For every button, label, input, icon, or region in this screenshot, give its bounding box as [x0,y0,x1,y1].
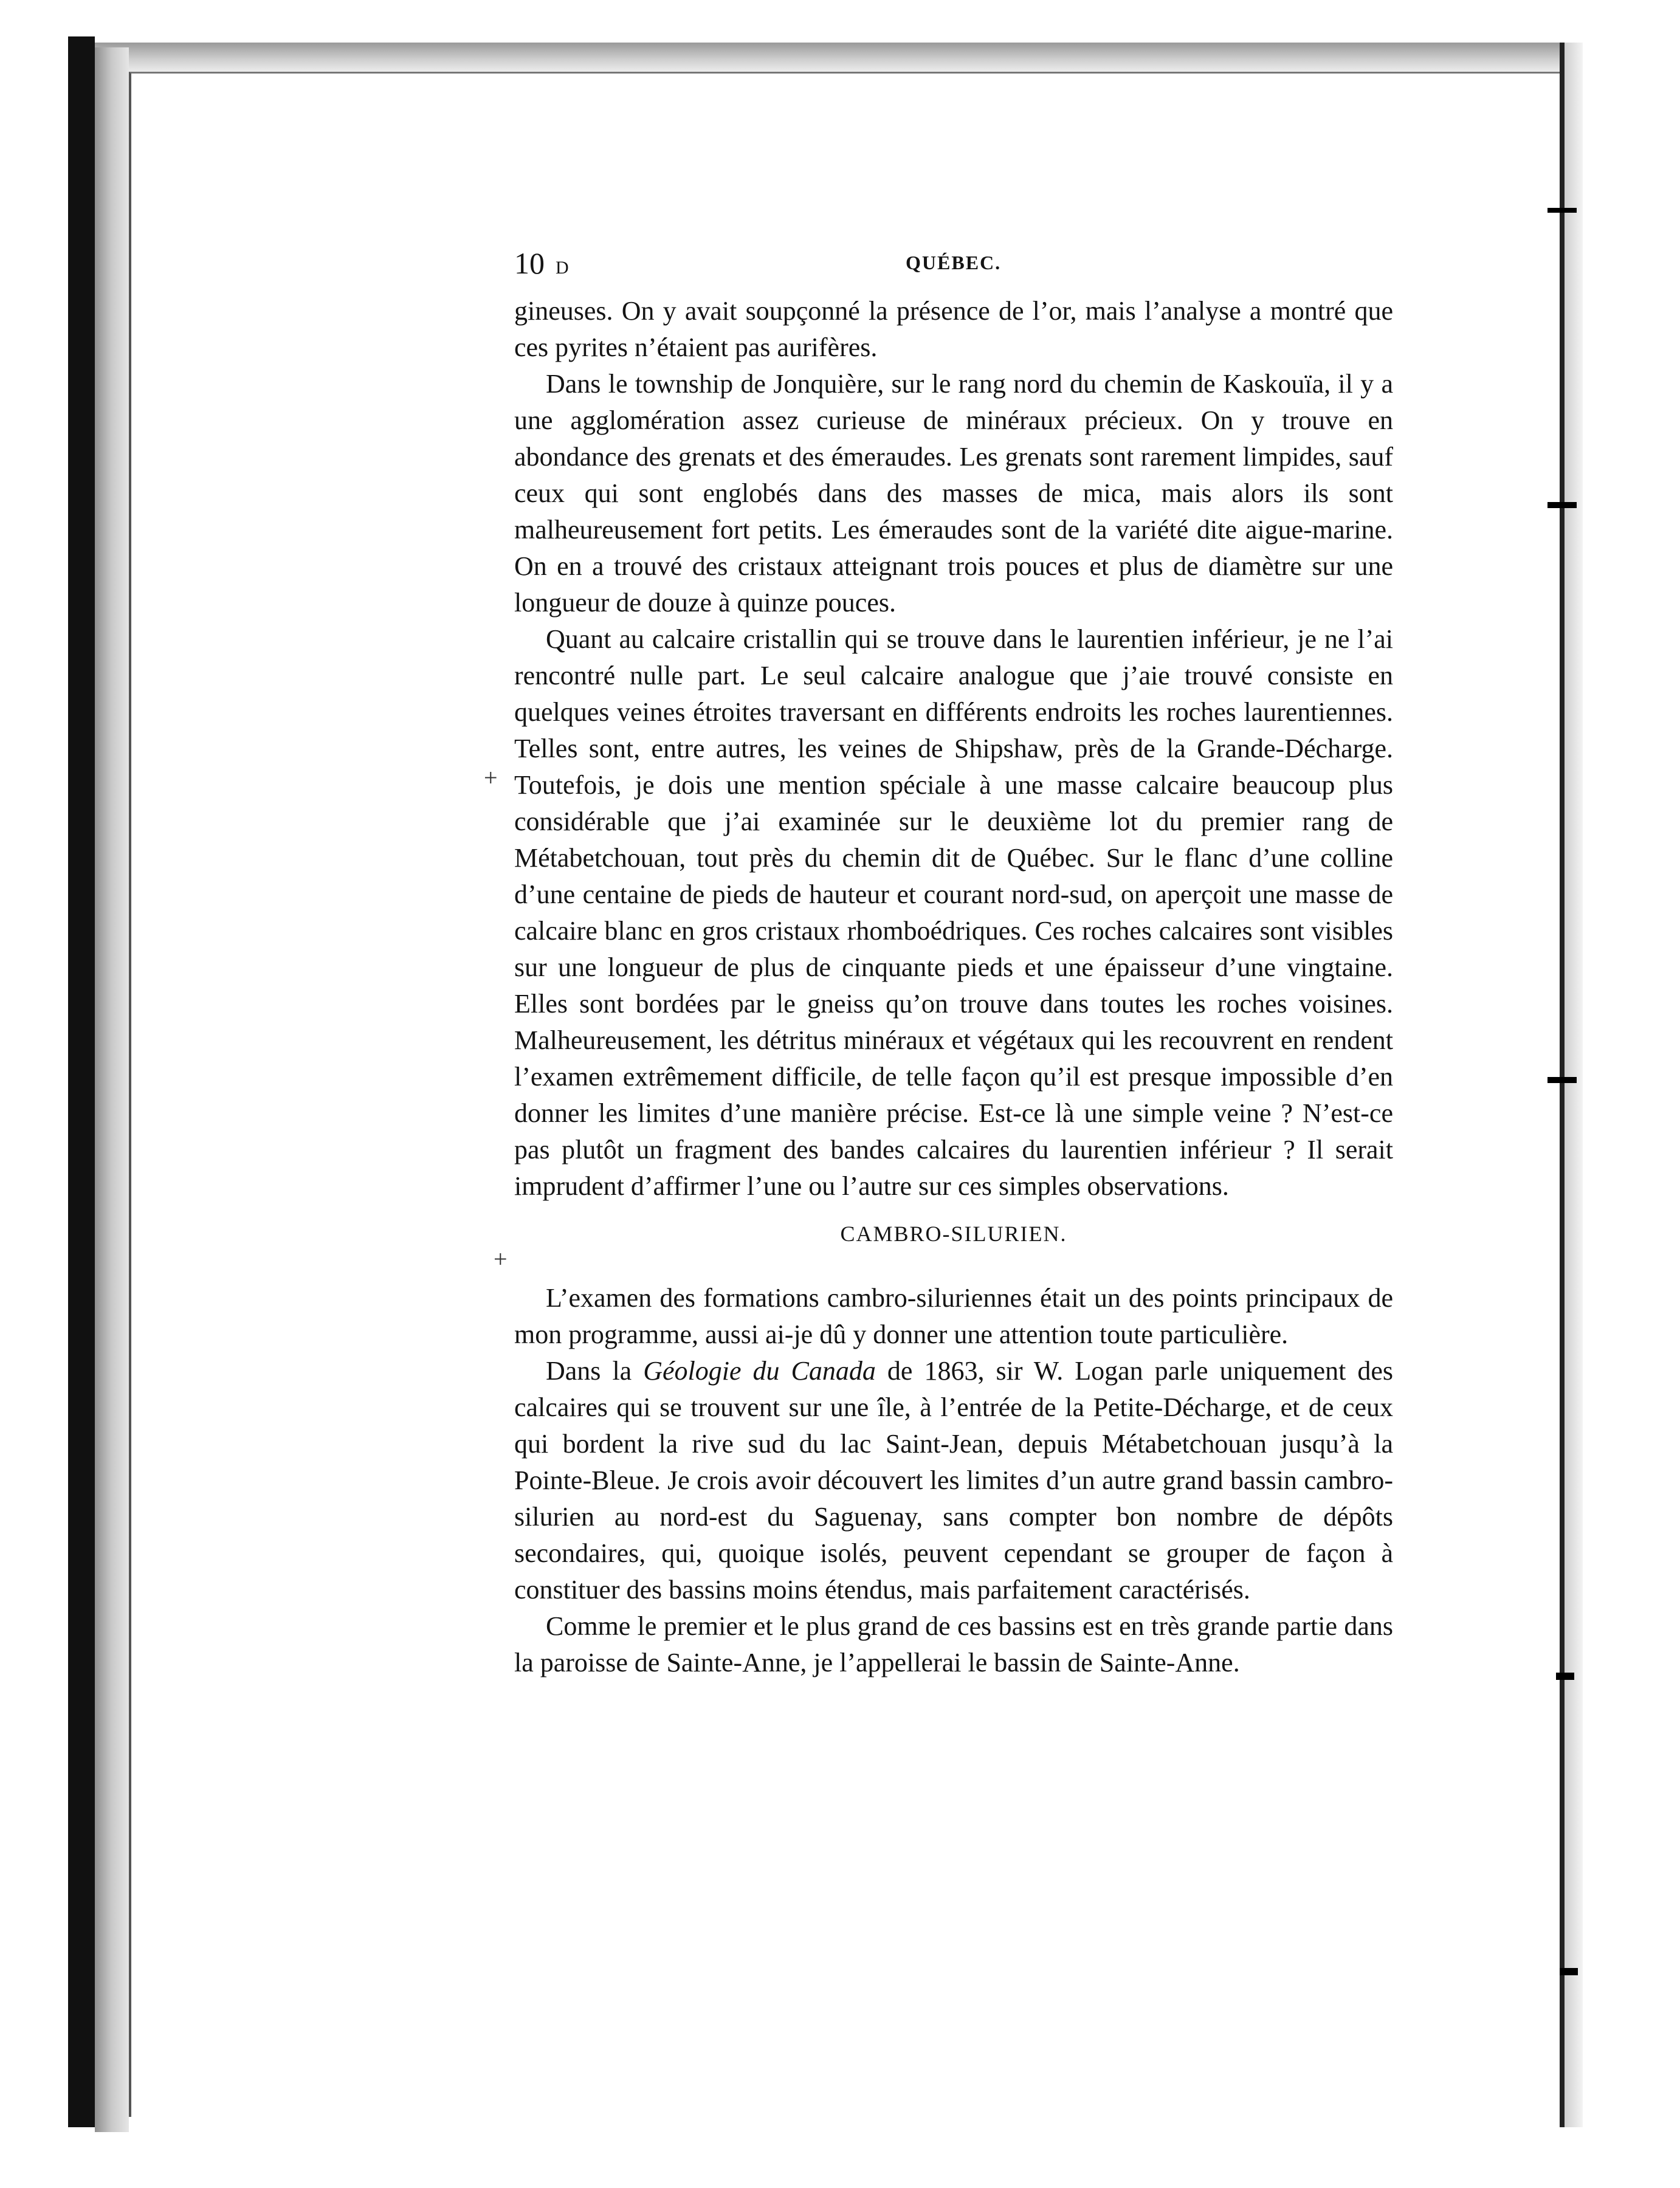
binding-mark [1556,1673,1574,1680]
paragraph: Comme le premier et le plus grand de ces bassins est en très grande partie dans la paroisse de Sainte-Anne, je l’appellerai le bassin de Sainte-Anne. [514,1611,1393,1677]
margin-tick-mark: + [494,1245,508,1273]
paragraph: L’examen des formations cambro-siluriennes était un des points principaux de mon programme, aussi ai-je dû y donner une attention toute particulière. [514,1283,1393,1349]
book-spine-shadow [68,36,95,2127]
paragraph: Quant au calcaire cristallin qui se trouve dans le laurentien inférieur, je ne l’ai rencontré nulle part. Le seul calcaire analogue que j’aie trouvé consiste en quelques veines étroites traversant en différents endroits les roches laurentiennes. Telles sont, entre autres, les veines de Shipshaw, près de la Grande-Décharge. Toutefois, je dois une mention spéciale à une masse calcaire beaucoup plus considérable que j’ai examinée sur le deuxième lot du premier rang de Métabetchouan, tout près du chemin dit de Québec. Sur le flanc d’une colline d’une centaine de pieds de hauteur et courant nord-sud, on aperçoit une masse de calcaire blanc en gros cristaux rhomboédriques. Ces roches calcaires sont visibles sur une longueur de plus de cinquante pieds et une épaisseur d’une vingtaine. Elles sont bordées par le gneiss qu’on trouve dans toutes les roches voisines. Malheureusement, les détritus minéraux et végétaux qui les recouvrent en rendent l’examen extrêmement difficile, de telle façon qu’il est presque impossible d’en donner les limites d’une manière précise. Est-ce là une simple veine ? N’est-ce pas plutôt un fragment des bandes calcaires du laurentien inférieur ? Il serait imprudent d’affirmer l’une ou l’autre sur ces simples observations. [514,624,1393,1201]
page-edge-left [95,47,129,2132]
running-head: QUÉBEC. [906,252,1002,274]
paragraph-text: de 1863, sir W. Logan parle uniquement des calcaires qui se trouvent sur une île, à l’entrée de la Petite-Décharge, et de ceux qui bordent la rive sud du lac Saint-Jean, depuis Métabetchouan jusqu’à la Pointe-Bleue. Je crois avoir découvert les limites d’un autre grand bassin cambro-silurien au nord-est du Saguenay, sans compter bon nombre de dépôts secondaires, qui, quoique isolés, peuvent cependant se grouper de façon à constituer des bassins moins étendus, mais parfaitement caractérisés. [514,1356,1393,1605]
margin-tick-mark: + [484,764,498,791]
scan-right-margin [1565,43,1583,2127]
paragraph [514,1353,1393,1608]
section-title: CAMBRO-SILURIEN. [840,1222,1067,1246]
book-title: Géologie du Canada [643,1356,876,1386]
page-right-edge [1560,43,1565,2127]
page-number-block [514,246,569,281]
paragraph: Dans le township de Jonquière, sur le rang nord du chemin de Kaskouïa, il y a une agglomération assez curieuse de minéraux précieux. On y trouve en abondance des grenats et des émeraudes. Les grenats sont rarement limpides, sauf ceux qui sont englobés dans des masses de mica, mais alors ils sont malheureusement fort petits. Les émeraudes sont de la variété dite aigue-marine. On en a trouvé des cristaux atteignant trois pouces et plus de diamètre sur une longueur de douze à quinze pouces. [514,369,1393,618]
binding-mark [1547,502,1577,508]
page-number: 10 [514,246,545,280]
paragraph-text: Dans la [546,1356,644,1386]
page-header [514,246,1393,280]
body-text [514,293,1393,1681]
page-edge-top [95,43,1578,72]
paragraph: gineuses. On y avait soupçonné la présence de l’or, mais l’analyse a montré que ces pyrites n’étaient pas aurifères. [514,296,1393,362]
binding-mark [1547,208,1577,213]
binding-mark [1560,1968,1578,1975]
page-number-suffix: D [556,258,569,278]
binding-mark [1547,1077,1577,1083]
